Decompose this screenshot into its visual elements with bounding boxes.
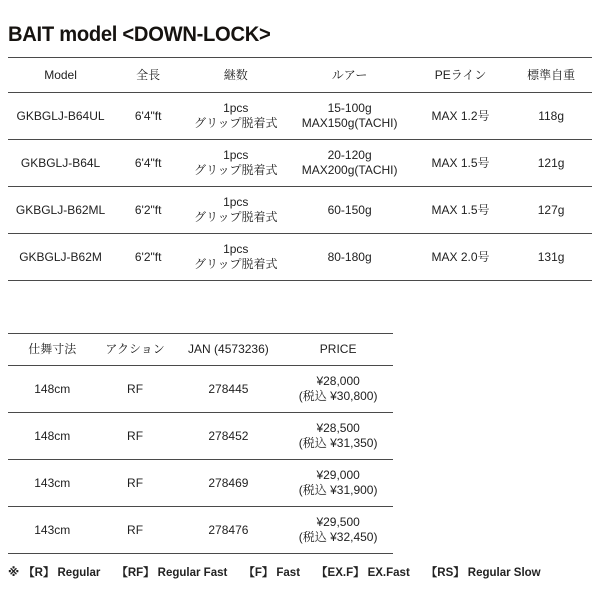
spec-cell-pieces	[183, 140, 288, 187]
legend-code: 【RF】	[116, 567, 155, 579]
spec-cell-length: 6'2"ft	[134, 249, 162, 264]
spec-cell-lure	[288, 187, 411, 234]
legend-item-regular	[23, 567, 100, 579]
price-cell-price	[283, 366, 393, 413]
spec-cell-model: GKBGLJ-B62M	[19, 249, 102, 264]
price-cell-jan: 278469	[208, 475, 249, 490]
price-col-closed-length: 仕舞寸法	[28, 342, 77, 356]
legend-label: Regular Slow	[467, 567, 541, 579]
price-amount: ¥29,000	[316, 468, 360, 482]
spec-col-lure: ルアー	[331, 67, 368, 82]
spec-col-model: Model	[44, 67, 77, 82]
spec-row	[8, 140, 592, 187]
price-amount: ¥29,500	[316, 515, 360, 529]
spec-row	[8, 187, 592, 234]
price-cell-closed-length: 143cm	[34, 475, 71, 490]
legend-label: Fast	[276, 567, 301, 579]
legend-item-fast	[243, 567, 300, 579]
action-legend	[8, 564, 557, 580]
legend-item-regular-fast	[116, 567, 227, 579]
spec-cell-pieces	[183, 234, 288, 281]
legend-label: EX.Fast	[367, 567, 410, 579]
spec-cell-pe: MAX 1.5号	[431, 155, 490, 170]
spec-cell-lure	[288, 93, 411, 140]
spec-cell-pe: MAX 1.2号	[431, 108, 490, 123]
spec-cell-model: GKBGLJ-B64L	[20, 155, 101, 170]
price-amount: ¥28,000	[316, 374, 360, 388]
price-tax: (税込 ¥30,800)	[298, 389, 378, 403]
price-col-price: PRICE	[319, 342, 357, 356]
spec-cell-weight: 127g	[537, 202, 565, 217]
price-cell-price	[283, 507, 393, 554]
price-cell-price	[283, 413, 393, 460]
price-tax: (税込 ¥31,900)	[298, 483, 378, 497]
price-cell-action: RF	[127, 381, 144, 396]
spec-cell-weight: 118g	[538, 108, 564, 123]
price-col-jan: JAN (4573236)	[188, 342, 269, 356]
price-table	[8, 333, 393, 554]
spec-cell-pieces	[183, 187, 288, 234]
spec-col-pe: PEライン	[434, 67, 487, 82]
pieces-line-2: グリップ脱着式	[193, 257, 278, 271]
lure-line-1: 20-120g	[327, 148, 372, 162]
price-cell-closed-length: 143cm	[34, 522, 71, 537]
lure-line-1: 15-100g	[327, 101, 372, 115]
lure-line-2: MAX150g(TACHI)	[301, 116, 398, 130]
price-col-action: アクション	[105, 342, 165, 356]
spec-cell-lure	[288, 234, 411, 281]
legend-item-regular-slow	[426, 567, 541, 579]
pieces-line-2: グリップ脱着式	[193, 163, 278, 177]
spec-header-row	[8, 58, 592, 93]
legend-code: 【R】	[23, 567, 55, 579]
pieces-line-1: 1pcs	[223, 242, 249, 256]
lure-line-1: 60-150g	[327, 202, 372, 217]
spec-cell-pe: MAX 2.0号	[431, 249, 490, 264]
legend-code: 【F】	[243, 567, 274, 579]
page-title: BAIT model <DOWN-LOCK>	[8, 23, 271, 46]
spec-cell-model: GKBGLJ-B64UL	[16, 108, 105, 123]
price-cell-closed-length: 148cm	[34, 428, 71, 443]
spec-cell-lure	[288, 140, 411, 187]
price-cell-action: RF	[127, 522, 144, 537]
spec-col-weight: 標準自重	[527, 67, 576, 82]
spec-cell-pieces	[183, 93, 288, 140]
legend-code: 【RS】	[425, 567, 465, 579]
price-tax: (税込 ¥31,350)	[298, 436, 378, 450]
price-cell-jan: 278452	[208, 428, 249, 443]
legend-label: Regular Fast	[157, 567, 228, 579]
price-cell-jan: 278445	[208, 381, 249, 396]
note-mark: ※	[8, 567, 20, 579]
spec-cell-weight: 121g	[537, 155, 565, 170]
spec-col-pieces: 継数	[223, 67, 248, 82]
price-cell-closed-length: 148cm	[34, 381, 71, 396]
spec-cell-pe: MAX 1.5号	[431, 202, 490, 217]
price-row	[8, 507, 393, 554]
pieces-line-1: 1pcs	[223, 101, 249, 115]
spec-cell-length: 6'4"ft	[134, 155, 162, 170]
lure-line-2: MAX200g(TACHI)	[301, 163, 398, 177]
spec-row	[8, 234, 592, 281]
price-row	[8, 366, 393, 413]
pieces-line-1: 1pcs	[223, 148, 249, 162]
price-row	[8, 413, 393, 460]
price-tax: (税込 ¥32,450)	[298, 530, 378, 544]
price-cell-action: RF	[127, 428, 144, 443]
spec-cell-model: GKBGLJ-B62ML	[15, 202, 106, 217]
legend-item-ex-fast	[316, 567, 410, 579]
price-row	[8, 460, 393, 507]
lure-line-1: 80-180g	[327, 249, 372, 264]
price-amount: ¥28,500	[316, 421, 360, 435]
legend-code: 【EX.F】	[316, 567, 365, 579]
legend-label: Regular	[57, 567, 101, 579]
price-cell-jan: 278476	[208, 522, 249, 537]
spec-table	[8, 57, 592, 281]
spec-col-length: 全長	[136, 67, 161, 82]
price-cell-action: RF	[127, 475, 144, 490]
pieces-line-2: グリップ脱着式	[193, 116, 278, 130]
pieces-line-2: グリップ脱着式	[193, 210, 278, 224]
pieces-line-1: 1pcs	[223, 195, 249, 209]
price-cell-price	[283, 460, 393, 507]
spec-cell-weight: 131g	[537, 249, 565, 264]
spec-cell-length: 6'4"ft	[134, 108, 162, 123]
spec-row	[8, 93, 592, 140]
spec-cell-length: 6'2"ft	[134, 202, 162, 217]
price-header-row	[8, 334, 393, 366]
